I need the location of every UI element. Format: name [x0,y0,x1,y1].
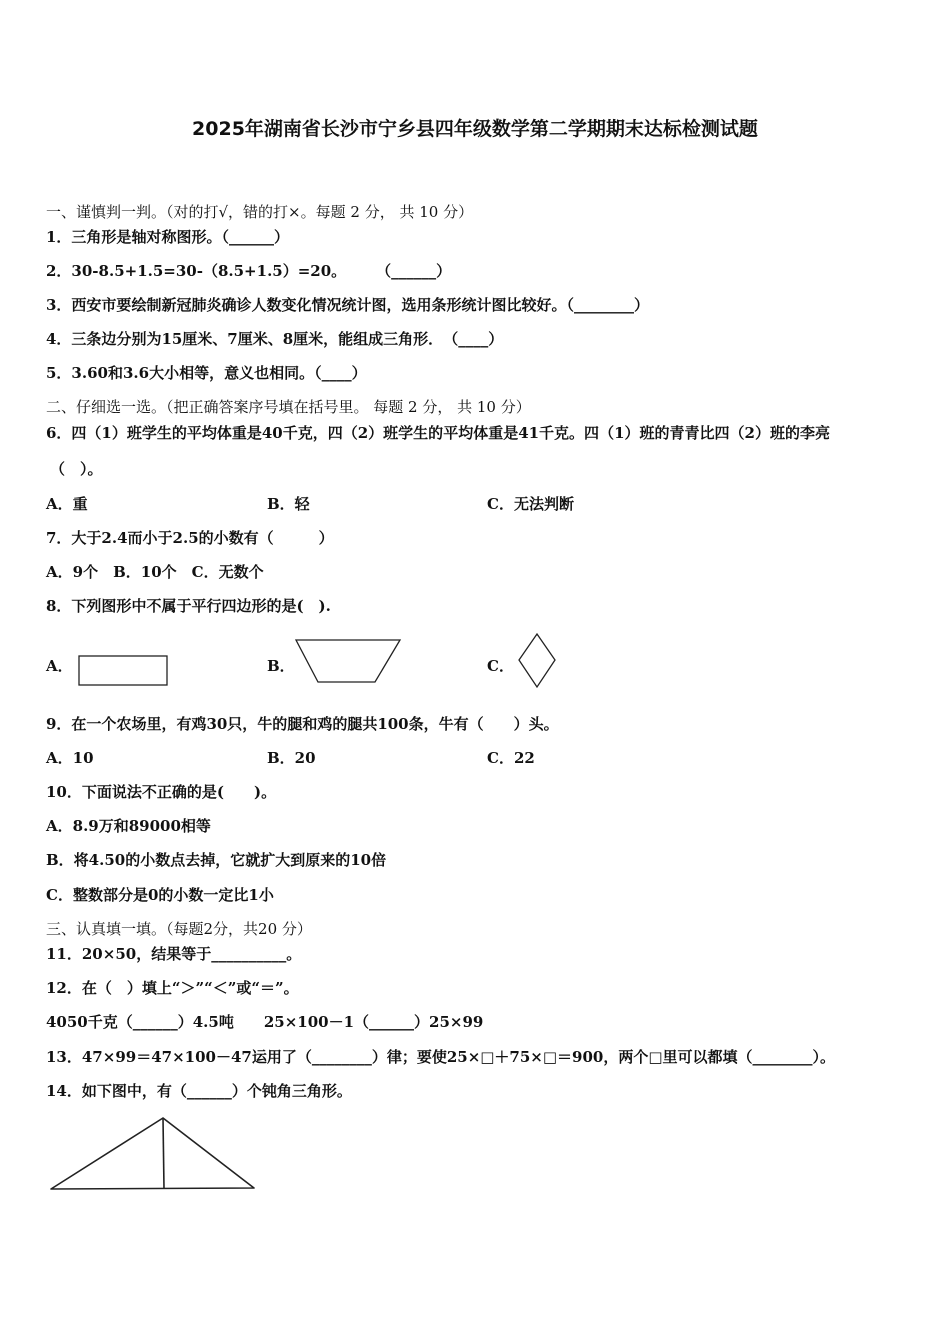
question-10: 10．下面说法不正确的是( )。 [46,783,277,801]
rectangle-figure [78,655,170,687]
question-6-option-a: A．重 [46,495,88,513]
question-1: 1．三角形是轴对称图形。（______） [46,228,289,246]
section-1-heading: 一、谨慎判一判。（对的打√，错的打×。每题 2 分， 共 10 分） [46,203,474,221]
page-title: 2025年湖南省长沙市宁乡县四年级数学第二学期期末达标检测试题 [192,118,758,140]
question-6-continuation: （ ）。 [50,460,103,478]
question-9-option-b: B．20 [267,749,316,767]
question-12-items: 4050千克（______）4.5吨 25×100－1（______）25×99 [46,1013,484,1031]
section-3-heading: 三、认真填一填。（每题2分，共20 分） [46,920,312,938]
question-2: 2．30-8.5+1.5=30-（8.5+1.5）=20。 （______） [46,262,452,280]
rhombus-figure [517,632,559,690]
question-8-option-c: C． [487,657,514,675]
question-6-option-b: B．轻 [267,495,310,513]
question-4: 4．三条边分别为15厘米、7厘米、8厘米，能组成三角形． （____） [46,330,504,348]
question-9-option-c: C．22 [487,749,535,767]
question-10-option-b: B．将4.50的小数点去掉，它就扩大到原来的10倍 [46,851,387,869]
question-8-option-b: B． [267,657,295,675]
question-6: 6．四（1）班学生的平均体重是40千克，四（2）班学生的平均体重是41千克。四（1）班的青青比四（2）班的李亮 [46,424,830,442]
question-7-options: A．9个 B．10个 C．无数个 [46,563,264,581]
question-10-option-a: A．8.9万和89000相等 [46,817,211,835]
section-2-heading: 二、仔细选一选。（把正确答案序号填在括号里。 每题 2 分， 共 10 分） [46,398,531,416]
trapezoid-figure [294,637,402,685]
question-7: 7．大于2.4而小于2.5的小数有（ ） [46,529,334,547]
question-9: 9．在一个农场里，有鸡30只，牛的腿和鸡的腿共100条，牛有（ ）头。 [46,715,559,733]
question-9-option-a: A．10 [46,749,94,767]
question-11: 11．20×50，结果等于__________。 [46,945,302,963]
question-5: 5．3.60和3.6大小相等，意义也相同。（____） [46,364,367,382]
question-14: 14．如下图中，有（______）个钝角三角形。 [46,1082,352,1100]
question-13: 13．47×99＝47×100－47运用了（________）律；要使25×□＋75×□＝900，两个□里可以都填（________）。 [46,1048,836,1066]
question-3: 3．西安市要绘制新冠肺炎确诊人数变化情况统计图，选用条形统计图比较好。（________） [46,296,649,314]
triangle-figure [48,1115,260,1195]
question-8-option-a: A． [46,657,73,675]
question-8: 8．下列图形中不属于平行四边形的是( ). [46,597,331,615]
question-10-option-c: C．整数部分是0的小数一定比1小 [46,886,274,904]
question-12: 12．在（ ）填上“＞”“＜”或“＝”。 [46,979,299,997]
question-6-option-c: C．无法判断 [487,495,574,513]
